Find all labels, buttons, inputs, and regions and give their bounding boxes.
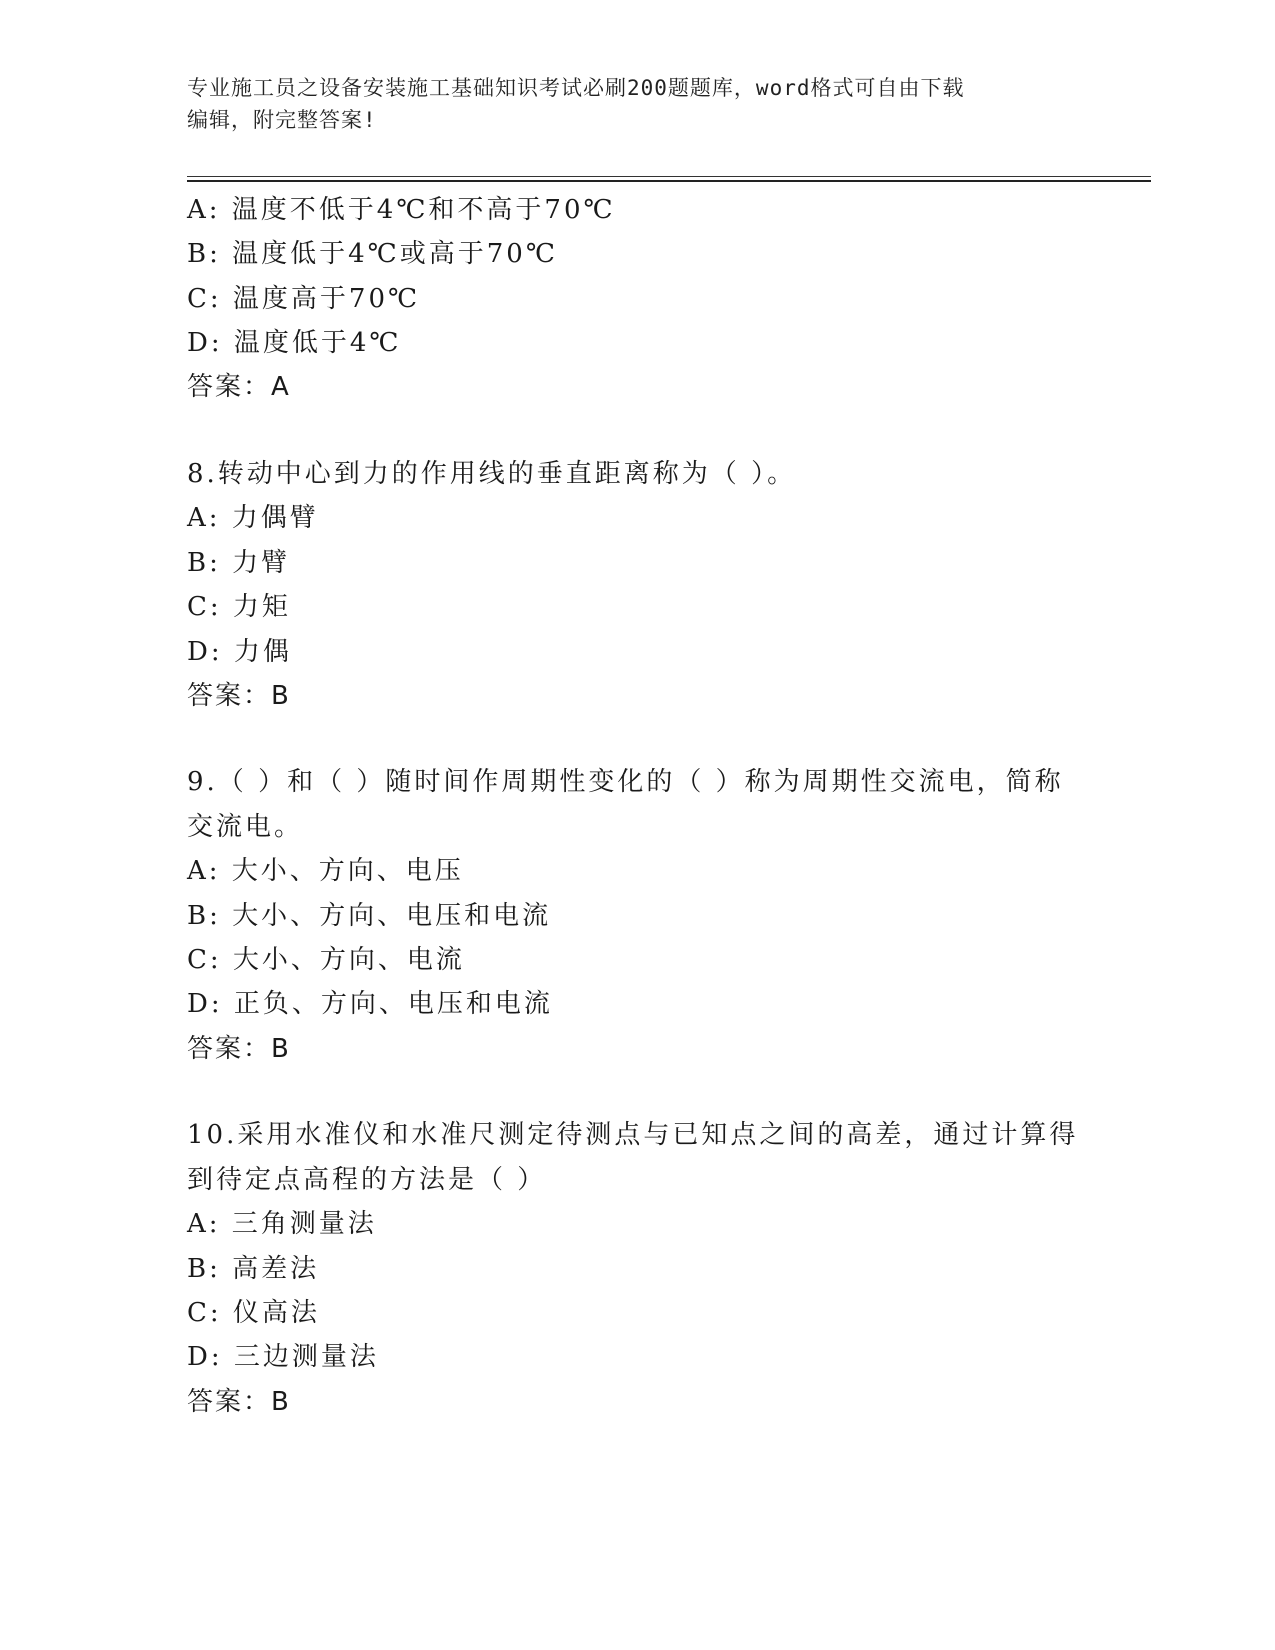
q10-question-line-2: 到待定点高程的方法是（ ） (187, 1165, 547, 1195)
q9-answer: 答案：B (187, 1034, 291, 1064)
q10-answer: 答案：B (187, 1387, 291, 1417)
q8-option-d: D: 力偶 (187, 637, 292, 667)
q9-option-a: A: 大小、方向、电压 (187, 856, 464, 886)
q7-answer: 答案：A (187, 372, 291, 402)
document-header (187, 72, 1067, 136)
q8-question: 8.转动中心到力的作用线的垂直距离称为（ ）。 (187, 459, 797, 489)
q8-option-c: C: 力矩 (187, 592, 291, 622)
q7-option-a: A: 温度不低于4℃和不高于70℃ (187, 195, 616, 225)
q8-option-a: A: 力偶臂 (187, 503, 319, 533)
q8-answer: 答案：B (187, 681, 291, 711)
q7-option-d: D: 温度低于4℃ (187, 328, 402, 358)
q10-option-b: B: 高差法 (187, 1254, 320, 1284)
q9-option-d: D: 正负、方向、电压和电流 (187, 989, 553, 1019)
q10-option-d: D: 三边测量法 (187, 1342, 379, 1372)
q10-question-line-1: 10.采用水准仪和水准尺测定待测点与已知点之间的高差，通过计算得 (187, 1120, 1079, 1150)
header-line-1: 专业施工员之设备安装施工基础知识考试必刷200题题库，word格式可自由下载 (187, 76, 965, 100)
q9-question-line-1: 9.（ ）和（ ）随时间作周期性变化的（ ）称为周期性交流电，简称 (187, 767, 1064, 797)
q9-option-c: C: 大小、方向、电流 (187, 945, 465, 975)
q10-option-c: C: 仪高法 (187, 1298, 320, 1328)
header-rule-bottom (187, 180, 1151, 182)
header-line-2: 编辑，附完整答案! (187, 108, 377, 132)
header-rule-top (187, 176, 1151, 177)
q7-option-c: C: 温度高于70℃ (187, 284, 421, 314)
q7-option-b: B: 温度低于4℃或高于70℃ (187, 239, 558, 269)
q8-option-b: B: 力臂 (187, 548, 291, 578)
q9-question-line-2: 交流电。 (187, 812, 304, 842)
q9-option-b: B: 大小、方向、电压和电流 (187, 901, 552, 931)
q10-option-a: A: 三角测量法 (187, 1209, 377, 1239)
